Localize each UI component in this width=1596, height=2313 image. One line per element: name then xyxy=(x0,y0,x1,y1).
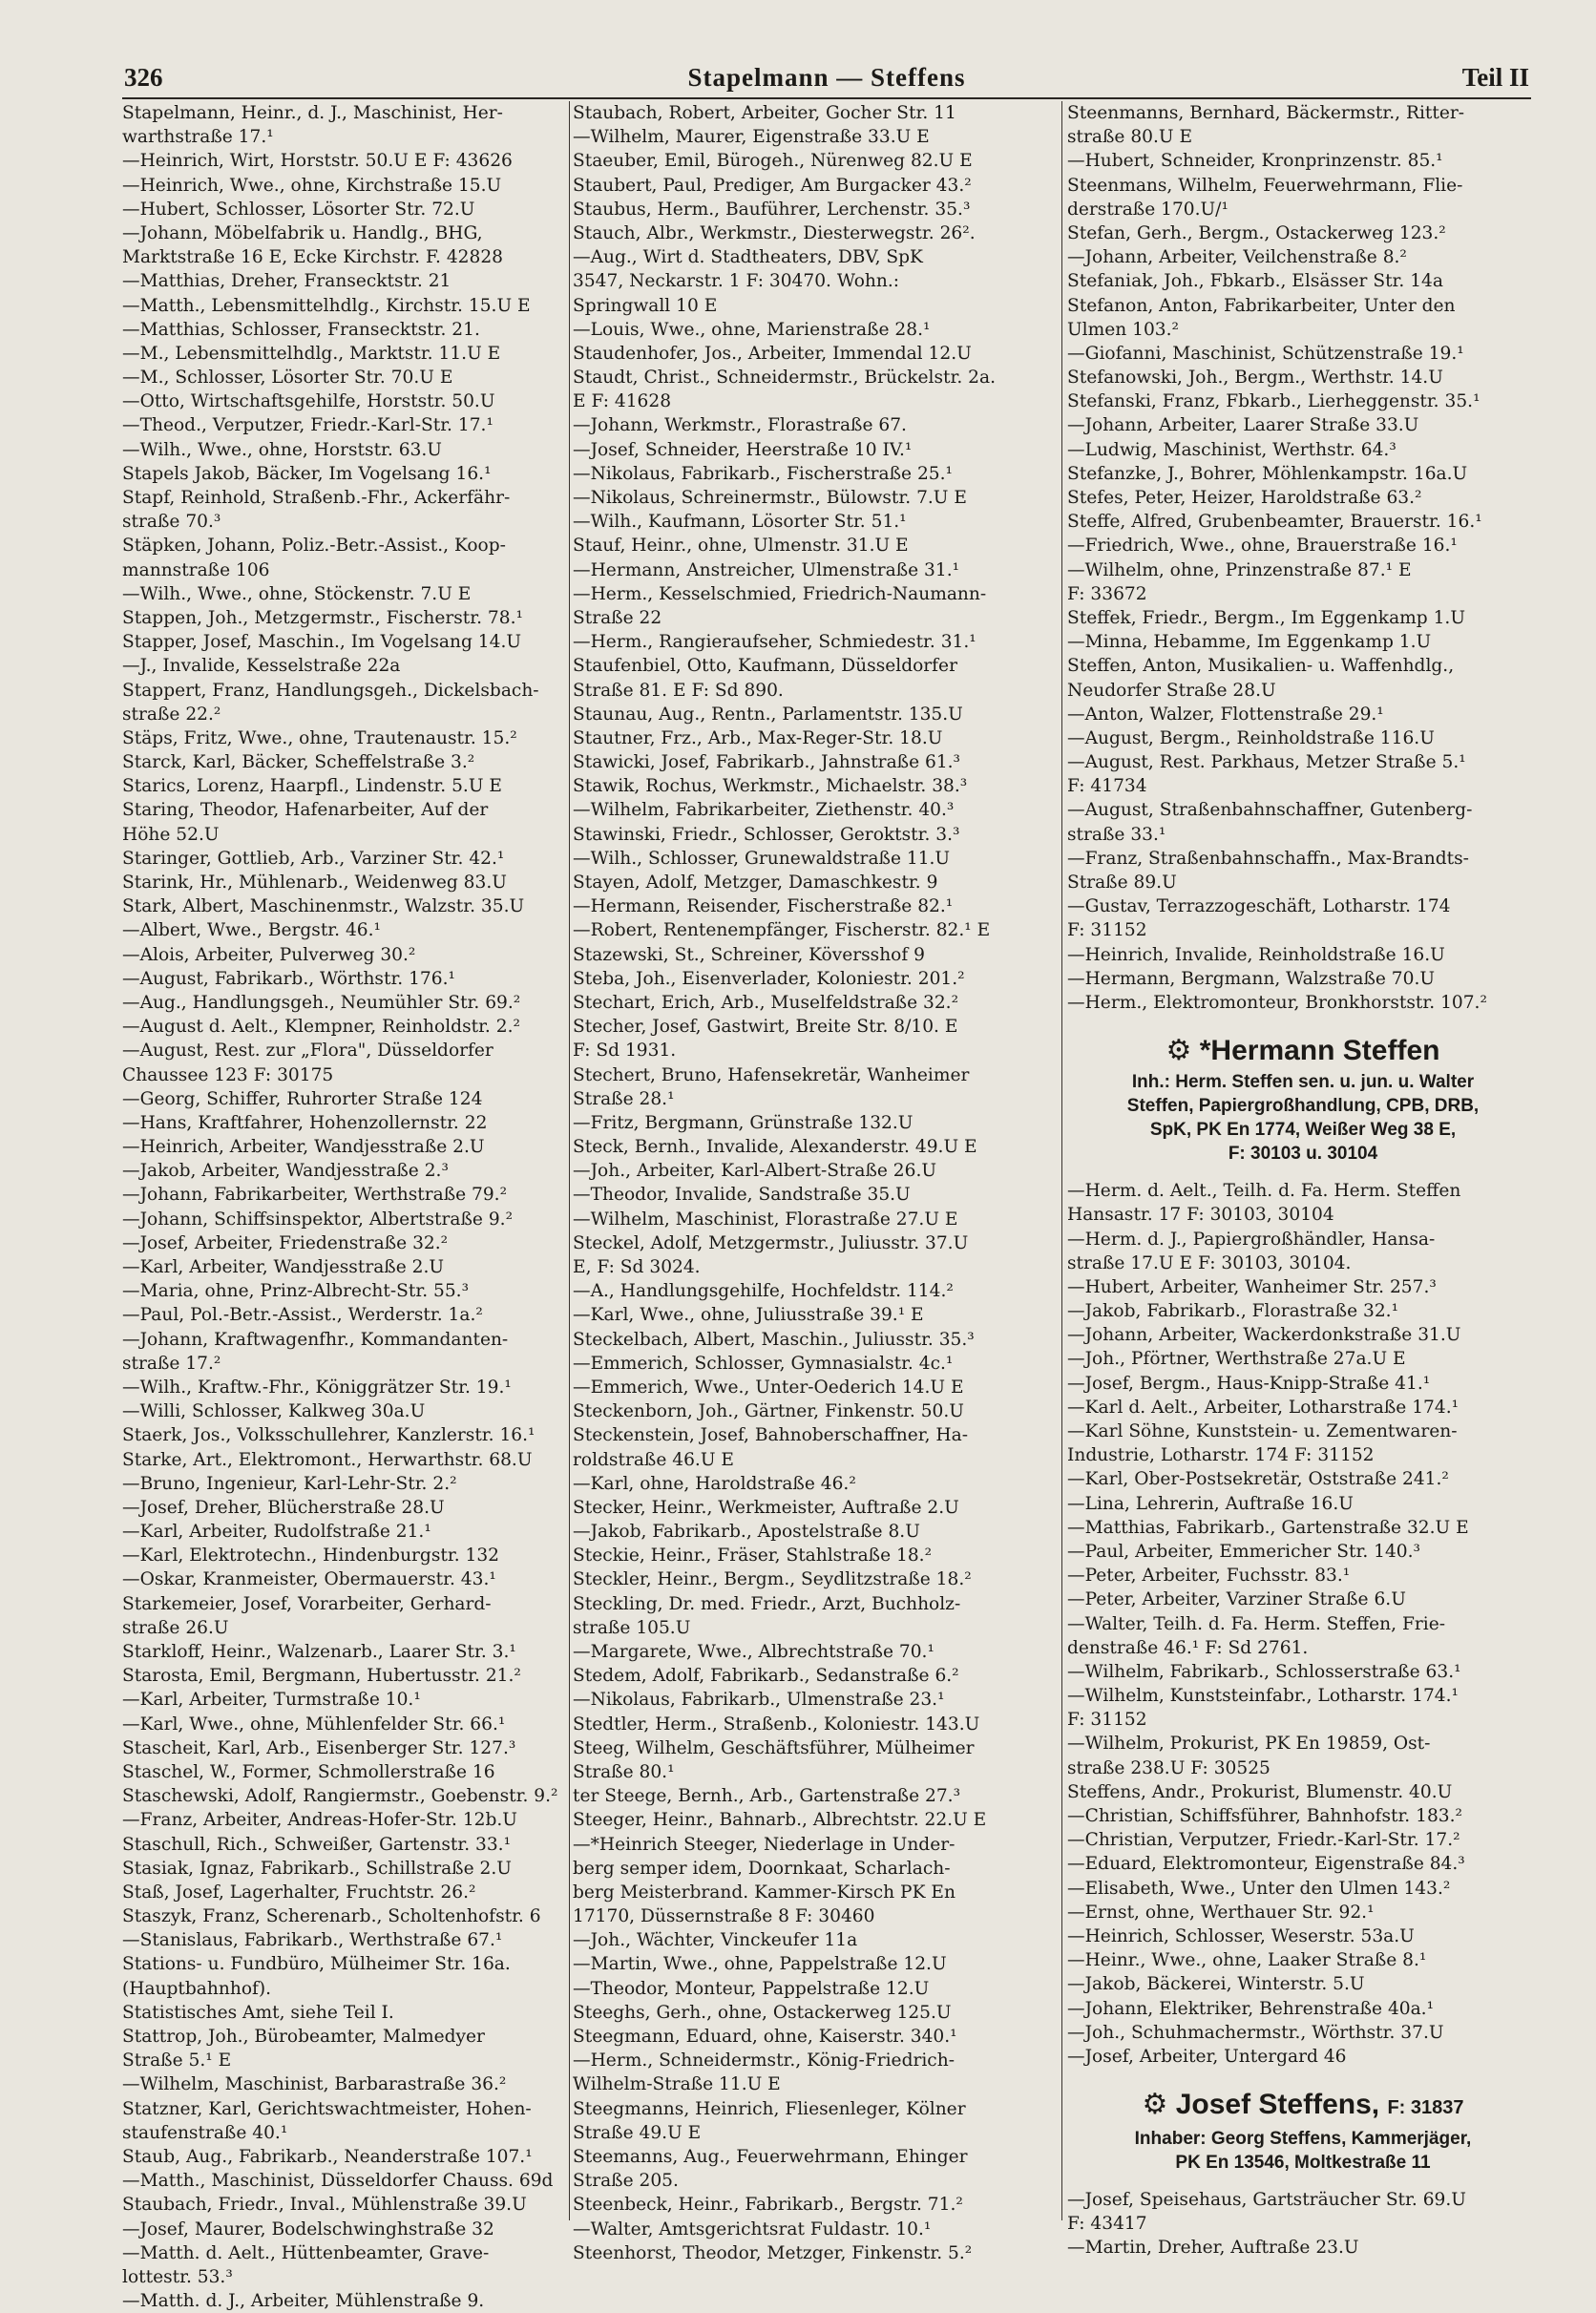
directory-entry-line: Staerk, Jos., Volksschullehrer, Kanzlerstr. 16.¹ xyxy=(122,1425,536,1446)
directory-entry-line: —Hubert, Arbeiter, Wanheimer Str. 257.³ xyxy=(1067,1276,1437,1297)
directory-entry-line: —Joh., Wächter, Vinckeufer 11a xyxy=(573,1930,858,1951)
directory-entry-line: —Herm., Schneidermstr., König-Friedrich- xyxy=(573,2050,955,2071)
directory-entry-line: Staring, Theodor, Hafenarbeiter, Auf der xyxy=(122,800,489,821)
directory-entry-line: Stefan, Gerh., Bergm., Ostackerweg 123.² xyxy=(1067,222,1446,243)
directory-entry-line: —Georg, Schiffer, Ruhrorter Straße 124 xyxy=(122,1088,483,1109)
directory-entry-line: Statistisches Amt, siehe Teil I. xyxy=(122,2002,394,2023)
directory-entry-line: —Karl, Arbeiter, Wandjesstraße 2.U xyxy=(122,1257,445,1277)
directory-entry-line: F: 31152 xyxy=(1067,1710,1147,1731)
directory-entry-line: —A., Handlungsgehilfe, Hochfeldstr. 114.² xyxy=(573,1281,954,1302)
directory-entry-line: Stations- u. Fundbüro, Mülheimer Str. 16a. xyxy=(122,1954,511,1975)
directory-entry-line: Stedem, Adolf, Fabrikarb., Sedanstraße 6.² xyxy=(573,1666,959,1687)
directory-entry-line: Staudenhofer, Jos., Arbeiter, Immendal 12.U xyxy=(573,343,972,364)
directory-entry-line: —Matthias, Dreher, Fransecktstr. 21 xyxy=(122,271,452,292)
column-divider xyxy=(1061,101,1062,2220)
column-3-entries xyxy=(1067,101,1539,1015)
directory-entry-line: —Jakob, Fabrikarb., Florastraße 32.¹ xyxy=(1067,1301,1399,1322)
directory-entry-line: straße 22.² xyxy=(122,704,221,725)
directory-entry-line: —Wilhelm, Maschinist, Florastraße 27.U E xyxy=(573,1209,958,1230)
directory-entry-line: Stechart, Erich, Arb., Muselfeldstraße 32.² xyxy=(573,992,959,1013)
advert-line: SpK, PK En 1774, Weißer Weg 38 E, xyxy=(1149,1120,1457,1141)
page-header xyxy=(124,59,1529,97)
directory-entry-line: —August, Fabrikarb., Wörthstr. 176.¹ xyxy=(122,968,455,989)
directory-entry-line: Marktstraße 16 E, Ecke Kirchstr. F. 42828 xyxy=(122,247,503,268)
directory-entry-line: Steenbeck, Heinr., Fabrikarb., Bergstr. 71.² xyxy=(573,2195,963,2216)
directory-entry-line: —Franz, Straßenbahnschaffn., Max-Brandts- xyxy=(1067,848,1469,869)
directory-entry-line: Stapper, Josef, Maschin., Im Vogelsang 14.U xyxy=(122,632,522,653)
directory-entry-line: —Peter, Arbeiter, Fuchsstr. 83.¹ xyxy=(1067,1566,1351,1587)
column-3-entries-end xyxy=(1067,2188,1539,2260)
advert-line: PK En 13546, Moltkestraße 11 xyxy=(1175,2153,1431,2174)
directory-entry-line: —Heinrich, Wirt, Horststr. 50.U E F: 43626 xyxy=(122,151,513,172)
directory-entry-line: —Margarete, Wwe., Albrechtstraße 70.¹ xyxy=(573,1642,934,1662)
directory-entry-line: Staunau, Aug., Rentn., Parlamentstr. 135.U xyxy=(573,704,963,725)
directory-entry-line: straße 33.¹ xyxy=(1067,824,1166,845)
directory-entry-line: —Anton, Walzer, Flottenstraße 29.¹ xyxy=(1067,704,1384,725)
directory-entry-line: —Christian, Verputzer, Friedr.-Karl-Str. 17.² xyxy=(1067,1830,1460,1851)
directory-entry-line: Starkloff, Heinr., Walzenarb., Laarer Str. 3.¹ xyxy=(122,1642,516,1662)
directory-entry-line: Stapelmann, Heinr., d. J., Maschinist, Her- xyxy=(122,103,503,123)
directory-entry-line: —Johann, Elektriker, Behrenstraße 40a.¹ xyxy=(1067,1998,1435,2019)
directory-entry-line: Stawinski, Friedr., Schlosser, Geroktstr. 3.³ xyxy=(573,824,960,845)
directory-entry-line: —Franz, Arbeiter, Andreas-Hofer-Str. 12b.U xyxy=(122,1810,517,1831)
directory-entry-line: —Heinrich, Arbeiter, Wandjesstraße 2.U xyxy=(122,1137,485,1158)
directory-entry-line: —Eduard, Elektromonteur, Eigenstraße 84.³ xyxy=(1067,1854,1465,1875)
directory-entry-line: —Karl, Wwe., ohne, Mühlenfelder Str. 66.¹ xyxy=(122,1714,506,1735)
directory-entry-line: —Johann, Kraftwagenfhr., Kommandanten- xyxy=(122,1329,509,1350)
directory-entry-line: —Emmerich, Schlosser, Gymnasialstr. 4c.¹ xyxy=(573,1353,954,1374)
directory-entry-line: —Josef, Bergm., Haus-Knipp-Straße 41.¹ xyxy=(1067,1373,1431,1394)
directory-entry-line: —Lina, Lehrerin, Auftraße 16.U xyxy=(1067,1493,1354,1514)
directory-entry-line: —Bruno, Ingenieur, Karl-Lehr-Str. 2.² xyxy=(122,1473,457,1494)
directory-entry-line: —Oskar, Kranmeister, Obermauerstr. 43.¹ xyxy=(122,1569,496,1590)
directory-entry-line: straße 70.³ xyxy=(122,512,221,533)
directory-entry-line: —Johann, Werkmstr., Florastraße 67. xyxy=(573,415,907,436)
directory-entry-line: Stapels Jakob, Bäcker, Im Vogelsang 16.¹ xyxy=(122,463,492,484)
directory-entry-line: Steenmans, Wilhelm, Feuerwehrmann, Flie- xyxy=(1067,175,1463,196)
directory-entry-line: —Matth. d. Aelt., Hüttenbeamter, Grave- xyxy=(122,2242,490,2263)
directory-entry-line: —Karl, Arbeiter, Turmstraße 10.¹ xyxy=(122,1690,421,1711)
directory-entry-line: Chaussee 123 F: 30175 xyxy=(122,1064,334,1085)
header-rule xyxy=(122,97,1531,99)
directory-entry-line: Stefes, Peter, Heizer, Haroldstraße 63.² xyxy=(1067,488,1422,508)
advert-josef-steffens xyxy=(1067,2086,1539,2175)
directory-entry-line: Straße 28.¹ xyxy=(573,1088,675,1109)
directory-entry-line: lottestr. 53.³ xyxy=(122,2266,233,2287)
directory-entry-line: Steeg, Wilhelm, Geschäftsführer, Mülheimer xyxy=(573,1737,975,1758)
directory-entry-line: —Elisabeth, Wwe., Unter den Ulmen 143.² xyxy=(1067,1878,1451,1899)
directory-entry-line: Staubach, Friedr., Inval., Mühlenstraße 39.U xyxy=(122,2195,527,2216)
directory-entry-line: straße 238.U F: 30525 xyxy=(1067,1757,1270,1778)
directory-entry-line: —Herm. d. J., Papiergroßhändler, Hansa- xyxy=(1067,1229,1436,1250)
directory-entry-line: —Hermann, Anstreicher, Ulmenstraße 31.¹ xyxy=(573,559,960,580)
directory-entry-line: —Martin, Dreher, Auftraße 23.U xyxy=(1067,2238,1359,2259)
directory-entry-line: —August, Bergm., Reinholdstraße 116.U xyxy=(1067,727,1435,748)
directory-entry-line: Stefanowski, Joh., Bergm., Werthstr. 14.U xyxy=(1067,368,1443,389)
directory-entry-line: Steenmanns, Bernhard, Bäckermstr., Ritter- xyxy=(1067,103,1465,123)
directory-entry-line: —Jakob, Fabrikarb., Apostelstraße 8.U xyxy=(573,1522,920,1543)
directory-entry-line: Stecker, Heinr., Werkmeister, Auftraße 2.U xyxy=(573,1497,959,1518)
directory-entry-line: —Peter, Arbeiter, Varziner Straße 6.U xyxy=(1067,1589,1406,1610)
directory-entry-line: Starke, Art., Elektromont., Herwarthstr. 68.U xyxy=(122,1449,533,1470)
directory-entry-line: Steck, Bernh., Invalide, Alexanderstr. 49.U E xyxy=(573,1137,977,1158)
directory-entry-line: —Robert, Rentenempfänger, Fischerstr. 82.¹ E xyxy=(573,920,991,941)
directory-entry-line: Statzner, Karl, Gerichtswachtmeister, Hohen- xyxy=(122,2098,532,2119)
directory-entry-line: Staeuber, Emil, Bürogeh., Nürenweg 82.U E xyxy=(573,151,973,172)
directory-entry-line: —Wilhelm, Prokurist, PK En 19859, Ost- xyxy=(1067,1734,1431,1755)
directory-entry-line: Starck, Karl, Bäcker, Scheffelstraße 3.² xyxy=(122,752,475,773)
directory-entry-line: —Josef, Speisehaus, Gartsträucher Str. 69.U xyxy=(1067,2190,1466,2211)
directory-entry-line: Stascheit, Karl, Arb., Eisenberger Str. 127.³ xyxy=(122,1737,516,1758)
directory-entry-line: Steba, Joh., Eisenverlader, Koloniestr. 201.² xyxy=(573,968,965,989)
directory-entry-line: Steegmanns, Heinrich, Fliesenleger, Kölner xyxy=(573,2098,966,2119)
directory-entry-line: Stefanski, Franz, Fbkarb., Lierheggenstr. 35.¹ xyxy=(1067,391,1480,412)
directory-entry-line: Steckenstein, Josef, Bahnoberschaffner, Ha- xyxy=(573,1425,969,1446)
directory-entry-line: —Hermann, Bergmann, Walzstraße 70.U xyxy=(1067,968,1436,989)
directory-entry-line: straße 17.U E F: 30103, 30104. xyxy=(1067,1252,1352,1273)
directory-entry-line: Staschewski, Adolf, Rangiermstr., Goebenstr. 9.² xyxy=(122,1786,558,1807)
directory-entry-line: —Joh., Pförtner, Werthstraße 27a.U E xyxy=(1067,1349,1406,1370)
directory-entry-line: —Johann, Arbeiter, Laarer Straße 33.U xyxy=(1067,415,1419,436)
directory-entry-line: —Johann, Fabrikarbeiter, Werthstraße 79.² xyxy=(122,1185,508,1206)
directory-entry-line: Steckling, Dr. med. Friedr., Arzt, Buchholz- xyxy=(573,1593,961,1614)
directory-entry-line: —*Heinrich Steeger, Niederlage in Under- xyxy=(573,1834,956,1855)
directory-entry-line: —Matthias, Fabrikarb., Gartenstraße 32.U E xyxy=(1067,1517,1469,1538)
directory-entry-line: Steckel, Adolf, Metzgermstr., Juliusstr. 37.U xyxy=(573,1232,969,1253)
column-3-entries-continued xyxy=(1067,1179,1539,2069)
directory-entry-line: —Johann, Möbelfabrik u. Handlg., BHG, xyxy=(122,222,483,243)
directory-entry-line: —Johann, Schiffsinspektor, Albertstraße 9.² xyxy=(122,1209,514,1230)
directory-entry-line: —Walter, Teilh. d. Fa. Herm. Steffen, Frie- xyxy=(1067,1613,1445,1634)
directory-entry-line: Stäpken, Johann, Poliz.-Betr.-Assist., Koop- xyxy=(122,536,506,557)
directory-entry-line: Straße 5.¹ E xyxy=(122,2050,232,2071)
directory-entry-line: ter Steege, Bernh., Arb., Gartenstraße 27.³ xyxy=(573,1786,961,1807)
directory-entry-line: —Jakob, Bäckerei, Winterstr. 5.U xyxy=(1067,1974,1365,1995)
directory-entry-line: Steffe, Alfred, Grubenbeamter, Brauerstr. 16.¹ xyxy=(1067,512,1482,533)
directory-entry-line: —Karl, Wwe., ohne, Juliusstraße 39.¹ E xyxy=(573,1305,924,1326)
directory-entry-line: —Wilh., Wwe., ohne, Horststr. 63.U xyxy=(122,439,442,460)
directory-entry-line: Straße 81. E F: Sd 890. xyxy=(573,680,784,701)
directory-entry-line: —Joh., Schuhmachermstr., Wörthstr. 37.U xyxy=(1067,2022,1444,2043)
directory-entry-line: Steffens, Andr., Prokurist, Blumenstr. 40.U xyxy=(1067,1781,1453,1802)
directory-entry-line: —Wilhelm, ohne, Prinzenstraße 87.¹ E xyxy=(1067,559,1412,580)
directory-entry-line: —August, Straßenbahnschaffner, Gutenberg- xyxy=(1067,800,1473,821)
directory-entry-line: Stappen, Joh., Metzgermstr., Fischerstr. 78.¹ xyxy=(122,607,523,628)
directory-entry-line: Stawik, Rochus, Werkmstr., Michaelstr. 38.³ xyxy=(573,776,968,797)
directory-entry-line: —Joh., Arbeiter, Karl-Albert-Straße 26.U xyxy=(573,1161,937,1182)
directory-entry-line: Straße 80.¹ xyxy=(573,1761,675,1782)
directory-entry-line: —Nikolaus, Fabrikarb., Fischerstraße 25.¹ xyxy=(573,463,953,484)
directory-entry-line: —Albert, Wwe., Bergstr. 46.¹ xyxy=(122,920,381,941)
directory-entry-line: —Stanislaus, Fabrikarb., Werthstraße 67.¹ xyxy=(122,1930,503,1951)
directory-entry-line: —Herm. d. Aelt., Teilh. d. Fa. Herm. Steffen xyxy=(1067,1181,1461,1202)
directory-entry-line: F: 33672 xyxy=(1067,583,1147,604)
directory-entry-line: —August, Rest. Parkhaus, Metzer Straße 5.¹ xyxy=(1067,752,1466,773)
directory-entry-line: —Herm., Elektromonteur, Bronkhorststr. 107.² xyxy=(1067,992,1487,1013)
advert-line: Inh.: Herm. Steffen sen. u. jun. u. Walter xyxy=(1131,1072,1475,1093)
directory-entry-line: —Hermann, Reisender, Fischerstraße 82.¹ xyxy=(573,896,954,917)
directory-entry-line: straße 17.² xyxy=(122,1353,221,1374)
directory-entry-line: —Gustav, Terrazzogeschäft, Lotharstr. 174 xyxy=(1067,896,1451,917)
directory-entry-line: berg semper idem, Doornkaat, Scharlach- xyxy=(573,1858,951,1879)
directory-entry-line: Straße 89.U xyxy=(1067,873,1177,893)
page-number: 326 xyxy=(124,63,163,92)
directory-entry-line: Starink, Hr., Mühlenarb., Weidenweg 83.U xyxy=(122,873,507,893)
directory-entry-line: —Hans, Kraftfahrer, Hohenzollernstr. 22 xyxy=(122,1112,488,1133)
directory-entry-line: Stauch, Albr., Werkmstr., Diesterwegstr. 26². xyxy=(573,222,976,243)
directory-entry-line: Stawicki, Josef, Fabrikarb., Jahnstraße 61.³ xyxy=(573,752,961,773)
directory-entry-line: Steckler, Heinr., Bergm., Seydlitzstraße 18.² xyxy=(573,1569,972,1590)
directory-entry-line: Staringer, Gottlieb, Arb., Varziner Str. 42.¹ xyxy=(122,848,505,869)
directory-entry-line: —Wilh., Kraftw.-Fhr., Königgrätzer Str. 19.¹ xyxy=(122,1377,512,1398)
directory-entry-line: —Alois, Arbeiter, Pulverweg 30.² xyxy=(122,944,416,965)
directory-entry-line: —Wilh., Schlosser, Grunewaldstraße 11.U xyxy=(573,848,951,869)
directory-entry-line: Steeger, Heinr., Bahnarb., Albrechtstr. 22.U E xyxy=(573,1810,987,1831)
directory-entry-line: —Matthias, Schlosser, Fransecktstr. 21. xyxy=(122,319,480,340)
directory-entry-line: Stefanon, Anton, Fabrikarbeiter, Unter den xyxy=(1067,295,1456,316)
advert-title: ⚙ *Hermann Steffen xyxy=(1166,1035,1440,1067)
directory-entry-line: —Willi, Schlosser, Kalkweg 30a.U xyxy=(122,1401,426,1422)
directory-entry-line: Stasiak, Ignaz, Fabrikarb., Schillstraße 2.U xyxy=(122,1858,512,1879)
directory-entry-line: F: 31152 xyxy=(1067,920,1147,941)
directory-entry-line: Stappert, Franz, Handlungsgeh., Dickelsbach- xyxy=(122,680,539,701)
directory-entry-line: —Theodor, Monteur, Pappelstraße 12.U xyxy=(573,1978,930,1999)
directory-entry-line: Staszyk, Franz, Scherenarb., Scholtenhofstr. 6 xyxy=(122,1906,541,1927)
part-label: Teil II xyxy=(1461,63,1529,92)
directory-entry-line: Staschel, W., Former, Schmollerstraße 16 xyxy=(122,1761,495,1782)
directory-entry-line: Steckelbach, Albert, Maschin., Juliusstr. 35.³ xyxy=(573,1329,975,1350)
directory-entry-line: —Matth. d. J., Arbeiter, Mühlenstraße 9. xyxy=(122,2291,485,2312)
advert-line: F: 30103 u. 30104 xyxy=(1228,1144,1378,1165)
directory-entry-line: —Wilhelm, Fabrikarbeiter, Ziethenstr. 40.³ xyxy=(573,800,955,821)
directory-entry-line: Stazewski, St., Schreiner, Köversshof 9 xyxy=(573,944,925,965)
directory-entry-line: —August d. Aelt., Klempner, Reinholdstr. 2.² xyxy=(122,1017,520,1038)
directory-entry-line: —Karl, Ober-Postsekretär, Oststraße 241.² xyxy=(1067,1469,1449,1490)
directory-entry-line: straße 26.U xyxy=(122,1617,229,1638)
directory-entry-line: —Matth., Maschinist, Düsseldorfer Chauss. 69d xyxy=(122,2171,554,2192)
directory-entry-line: Stapf, Reinhold, Straßenb.-Fhr., Ackerfähr- xyxy=(122,488,511,508)
directory-entry-line: —Josef, Arbeiter, Untergard 46 xyxy=(1067,2046,1347,2067)
directory-entry-line: —Ludwig, Maschinist, Werthstr. 64.³ xyxy=(1067,439,1396,460)
directory-entry-line: —August, Rest. zur „Flora", Düsseldorfer xyxy=(122,1041,494,1062)
directory-entry-line: F: 43417 xyxy=(1067,2214,1147,2235)
directory-entry-line: —Karl, ohne, Haroldstraße 46.² xyxy=(573,1473,856,1494)
directory-entry-line: Staudt, Christ., Schneidermstr., Brückelstr. 2a. xyxy=(573,368,996,389)
directory-entry-line: mannstraße 106 xyxy=(122,559,270,580)
directory-entry-line: Neudorfer Straße 28.U xyxy=(1067,680,1276,701)
directory-entry-line: Wilhelm-Straße 11.U E xyxy=(573,2074,781,2095)
directory-entry-line: Staubus, Herm., Bauführer, Lerchenstr. 35.³ xyxy=(573,199,971,220)
directory-entry-line: Stark, Albert, Maschinenmstr., Walzstr. 35.U xyxy=(122,896,525,917)
column-2 xyxy=(573,101,1052,2263)
directory-entry-line: Staschull, Rich., Schweißer, Gartenstr. 33.¹ xyxy=(122,1834,512,1855)
directory-entry-line: —Matth., Lebensmittelhdlg., Kirchstr. 15.U E xyxy=(122,295,531,316)
directory-entry-line: —Wilh., Kaufmann, Lösorter Str. 51.¹ xyxy=(573,512,907,533)
column-1 xyxy=(122,101,563,2312)
directory-entry-line: Staubert, Paul, Prediger, Am Burgacker 43.² xyxy=(573,175,972,196)
directory-entry-line: —J., Invalide, Kesselstraße 22a xyxy=(122,656,401,677)
directory-entry-line: straße 105.U xyxy=(573,1617,691,1638)
directory-entry-line: —Friedrich, Wwe., ohne, Brauerstraße 16.¹ xyxy=(1067,536,1458,557)
directory-entry-line: F: Sd 1931. xyxy=(573,1041,677,1062)
directory-entry-line: Steffek, Friedr., Bergm., Im Eggenkamp 1.U xyxy=(1067,607,1466,628)
directory-entry-line: —Emmerich, Wwe., Unter-Oederich 14.U E xyxy=(573,1377,964,1398)
directory-entry-line: Straße 22 xyxy=(573,607,662,628)
directory-entry-line: —Giofanni, Maschinist, Schützenstraße 19.¹ xyxy=(1067,343,1464,364)
directory-entry-line: —Hubert, Schlosser, Lösorter Str. 72.U xyxy=(122,199,475,220)
directory-entry-line: —Wilhelm, Maschinist, Barbarastraße 36.² xyxy=(122,2074,507,2095)
directory-entry-line: Stefaniak, Joh., Fbkarb., Elsässer Str. 14a xyxy=(1067,271,1443,292)
directory-entry-line: Steckenborn, Joh., Gärtner, Finkenstr. 50.U xyxy=(573,1401,964,1422)
directory-entry-line: —Wilh., Wwe., ohne, Stöckenstr. 7.U E xyxy=(122,583,472,604)
directory-entry-line: straße 80.U E xyxy=(1067,127,1193,148)
directory-entry-line: Starosta, Emil, Bergmann, Hubertusstr. 21.² xyxy=(122,1666,521,1687)
directory-entry-line: derstraße 170.U/¹ xyxy=(1067,199,1228,220)
directory-entry-line: Staub, Aug., Fabrikarb., Neanderstraße 107.¹ xyxy=(122,2146,533,2167)
directory-entry-line: —Paul, Arbeiter, Emmericher Str. 140.³ xyxy=(1067,1541,1421,1562)
directory-entry-line: —M., Lebensmittelhdlg., Marktstr. 11.U E xyxy=(122,343,501,364)
directory-entry-line: Steegmann, Eduard, ohne, Kaiserstr. 340.¹ xyxy=(573,2027,957,2047)
directory-entry-line: Stayen, Adolf, Metzger, Damaschkestr. 9 xyxy=(573,873,938,893)
directory-entry-line: —Josef, Dreher, Blücherstraße 28.U xyxy=(122,1497,445,1518)
directory-entry-line: —Theodor, Invalide, Sandstraße 35.U xyxy=(573,1185,911,1206)
page-title: Stapelmann — Steffens xyxy=(687,63,966,92)
directory-entry-line: —Wilhelm, Fabrikarb., Schlosserstraße 63.¹ xyxy=(1067,1661,1461,1682)
directory-entry-line: —Nikolaus, Schreinermstr., Bülowstr. 7.U E xyxy=(573,488,967,508)
advert-title: ⚙ Josef Steffens, F: 31837 xyxy=(1142,2089,1464,2121)
directory-entry-line: Starkemeier, Josef, Vorarbeiter, Gerhard- xyxy=(122,1593,492,1614)
directory-entry-line: —Karl Söhne, Kunststein- u. Zementwaren- xyxy=(1067,1421,1458,1441)
directory-entry-line: —Johann, Arbeiter, Veilchenstraße 8.² xyxy=(1067,247,1407,268)
directory-entry-line: —Josef, Maurer, Bodelschwinghstraße 32 xyxy=(122,2218,494,2239)
directory-entry-line: Straße 49.U E xyxy=(573,2122,702,2143)
directory-entry-line: 3547, Neckarstr. 1 F: 30470. Wohn.: xyxy=(573,271,900,292)
directory-entry-line: Springwall 10 E xyxy=(573,295,718,316)
directory-entry-line: —Wilhelm, Maurer, Eigenstraße 33.U E xyxy=(573,127,930,148)
directory-entry-line: —Martin, Wwe., ohne, Pappelstraße 12.U xyxy=(573,1954,947,1975)
directory-entry-line: Straße 205. xyxy=(573,2171,679,2192)
directory-entry-line: Staß, Josef, Lagerhalter, Fruchtstr. 26.² xyxy=(122,1882,476,1903)
directory-entry-line: Stecher, Josef, Gastwirt, Breite Str. 8/10. E xyxy=(573,1017,958,1038)
directory-entry-line: —Paul, Pol.-Betr.-Assist., Werderstr. 1a.² xyxy=(122,1305,483,1326)
directory-entry-line: —Heinrich, Invalide, Reinholdstraße 16.U xyxy=(1067,944,1445,965)
directory-entry-line: Steenhorst, Theodor, Metzger, Finkenstr. 5.² xyxy=(573,2242,973,2263)
directory-entry-line: —Heinr., Wwe., ohne, Laaker Straße 8.¹ xyxy=(1067,1950,1427,1971)
directory-entry-line: —Heinrich, Wwe., ohne, Kirchstraße 15.U xyxy=(122,175,502,196)
directory-entry-line: Industrie, Lotharstr. 174 F: 31152 xyxy=(1067,1445,1375,1466)
directory-entry-line: —Jakob, Arbeiter, Wandjesstraße 2.³ xyxy=(122,1161,449,1182)
directory-entry-line: —Wilhelm, Kunststeinfabr., Lotharstr. 174.¹ xyxy=(1067,1686,1459,1707)
directory-entry-line: —Maria, ohne, Prinz-Albrecht-Str. 55.³ xyxy=(122,1281,470,1302)
directory-entry-line: —Heinrich, Schlosser, Weserstr. 53a.U xyxy=(1067,1925,1415,1946)
advert-line: Inhaber: Georg Steffens, Kammerjäger, xyxy=(1134,2129,1472,2150)
directory-entry-line: —Minna, Hebamme, Im Eggenkamp 1.U xyxy=(1067,632,1432,653)
directory-entry-line: (Hauptbahnhof). xyxy=(122,1978,272,1999)
directory-entry-line: —Josef, Schneider, Heerstraße 10 IV.¹ xyxy=(573,439,913,460)
directory-entry-line: Hansastr. 17 F: 30103, 30104 xyxy=(1067,1205,1334,1226)
directory-entry-line: warthstraße 17.¹ xyxy=(122,127,274,148)
directory-entry-line: berg Meisterbrand. Kammer-Kirsch PK En xyxy=(573,1882,956,1903)
directory-entry-line: roldstraße 46.U E xyxy=(573,1449,734,1470)
directory-entry-line: Staubach, Robert, Arbeiter, Gocher Str. 11 xyxy=(573,103,956,123)
directory-entry-line: —Johann, Arbeiter, Wackerdonkstraße 31.U xyxy=(1067,1325,1461,1346)
directory-entry-line: Stechert, Bruno, Hafensekretär, Wanheimer xyxy=(573,1064,970,1085)
directory-entry-line: —Christian, Schiffsführer, Bahnhofstr. 183.² xyxy=(1067,1806,1462,1826)
directory-entry-line: staufenstraße 40.¹ xyxy=(122,2122,288,2143)
directory-entry-line: —Otto, Wirtschaftsgehilfe, Horststr. 50.U xyxy=(122,391,495,412)
directory-entry-line: —Karl, Arbeiter, Rudolfstraße 21.¹ xyxy=(122,1522,431,1543)
column-divider xyxy=(569,101,570,2220)
directory-entry-line: —Herm., Kesselschmied, Friedrich-Naumann- xyxy=(573,583,987,604)
directory-entry-line: Stautner, Frz., Arb., Max-Reger-Str. 18.U xyxy=(573,727,943,748)
directory-entry-line: Stauf, Heinr., ohne, Ulmenstr. 31.U E xyxy=(573,536,909,557)
column-3 xyxy=(1067,101,1539,2259)
advert-hermann-steffen xyxy=(1067,1032,1539,1166)
directory-entry-line: Steeghs, Gerh., ohne, Ostackerweg 125.U xyxy=(573,2002,952,2023)
directory-entry-line: —Aug., Handlungsgeh., Neumühler Str. 69.² xyxy=(122,992,521,1013)
directory-entry-line: —Hubert, Schneider, Kronprinzenstr. 85.¹ xyxy=(1067,151,1443,172)
directory-entry-line: denstraße 46.¹ F: Sd 2761. xyxy=(1067,1637,1309,1658)
directory-entry-line: Stattrop, Joh., Bürobeamter, Malmedyer xyxy=(122,2027,485,2047)
directory-entry-line: —Herm., Rangieraufseher, Schmiedestr. 31.¹ xyxy=(573,632,976,653)
directory-entry-line: —Louis, Wwe., ohne, Marienstraße 28.¹ xyxy=(573,319,931,340)
directory-entry-line: E, F: Sd 3024. xyxy=(573,1257,701,1277)
directory-entry-line: E F: 41628 xyxy=(573,391,672,412)
directory-entry-line: Stedtler, Herm., Straßenb., Koloniestr. 143.U xyxy=(573,1714,980,1735)
directory-entry-line: —Karl, Elektrotechn., Hindenburgstr. 132 xyxy=(122,1546,499,1567)
directory-entry-line: —M., Schlosser, Lösorter Str. 70.U E xyxy=(122,368,453,389)
directory-entry-line: Staufenbiel, Otto, Kaufmann, Düsseldorfer xyxy=(573,656,957,677)
directory-entry-line: Steckie, Heinr., Fräser, Stahlstraße 18.² xyxy=(573,1546,933,1567)
directory-entry-line: —Nikolaus, Fabrikarb., Ulmenstraße 23.¹ xyxy=(573,1690,945,1711)
advert-line: Steffen, Papiergroßhandlung, CPB, DRB, xyxy=(1126,1096,1480,1117)
directory-entry-line: —Walter, Amtsgerichtsrat Fuldastr. 10.¹ xyxy=(573,2218,932,2239)
directory-entry-line: —Theod., Verputzer, Friedr.-Karl-Str. 17.¹ xyxy=(122,415,494,436)
directory-entry-line: Steemanns, Aug., Feuerwehrmann, Ehinger xyxy=(573,2146,968,2167)
directory-entry-line: Starics, Lorenz, Haarpfl., Lindenstr. 5.U E xyxy=(122,776,502,797)
directory-entry-line: Höhe 52.U xyxy=(122,824,220,845)
directory-entry-line: —Karl d. Aelt., Arbeiter, Lotharstraße 174.¹ xyxy=(1067,1397,1460,1418)
directory-entry-line: Ulmen 103.² xyxy=(1067,319,1179,340)
directory-entry-line: —Josef, Arbeiter, Friedenstraße 32.² xyxy=(122,1232,449,1253)
directory-entry-line: Steffen, Anton, Musikalien- u. Waffenhdlg., xyxy=(1067,656,1455,677)
directory-entry-line: —Aug., Wirt d. Stadtheaters, DBV, SpK xyxy=(573,247,923,268)
directory-entry-line: F: 41734 xyxy=(1067,776,1147,797)
directory-entry-line: Stäps, Fritz, Wwe., ohne, Trautenaustr. 15.² xyxy=(122,727,517,748)
directory-entry-line: —Ernst, ohne, Werthauer Str. 92.¹ xyxy=(1067,1902,1375,1923)
directory-entry-line: 17170, Düssernstraße 8 F: 30460 xyxy=(573,1906,875,1927)
directory-entry-line: Stefanzke, J., Bohrer, Möhlenkampstr. 16a.U xyxy=(1067,463,1468,484)
directory-entry-line: —Fritz, Bergmann, Grünstraße 132.U xyxy=(573,1112,914,1133)
